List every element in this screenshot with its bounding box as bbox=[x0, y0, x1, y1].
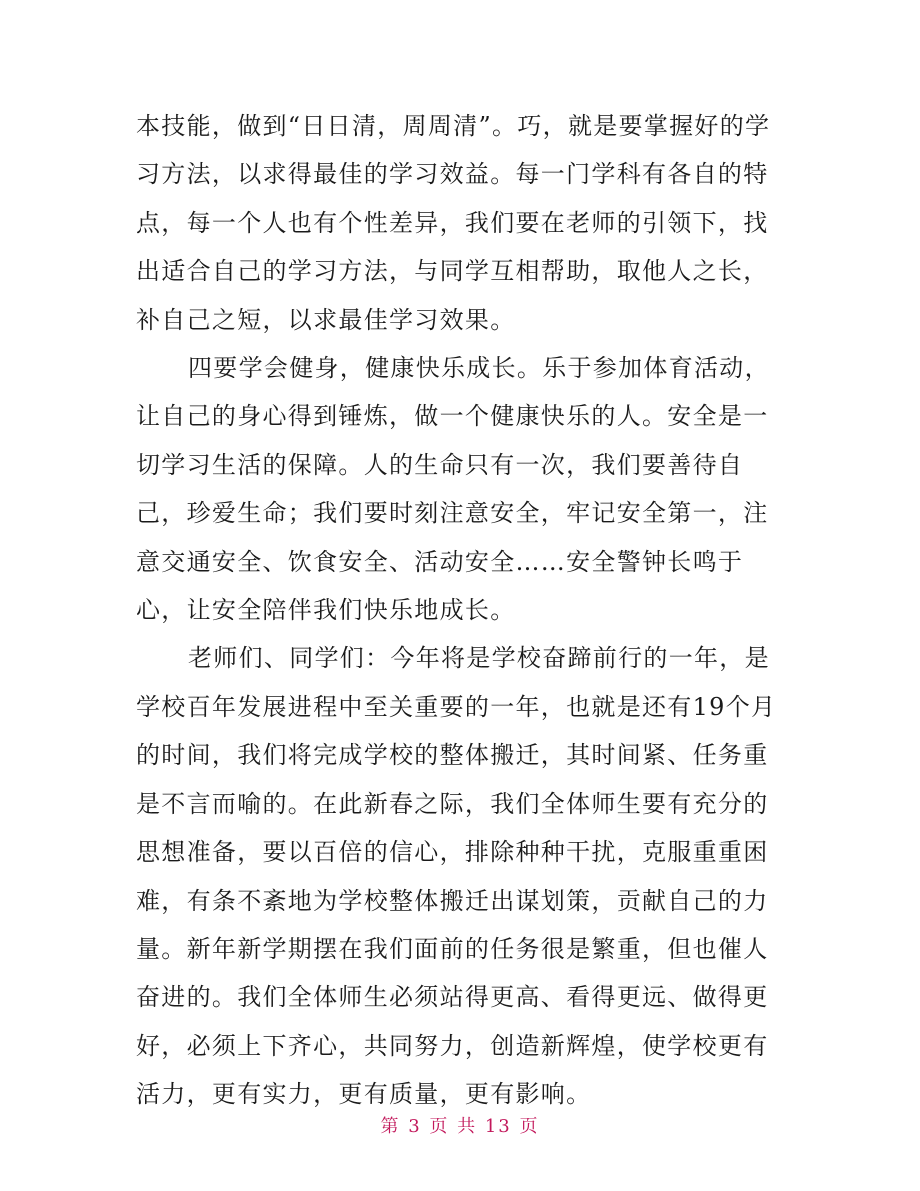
document-body bbox=[136, 102, 786, 1119]
paragraph-fitness-safety: 四要学会健身，健康快乐成长。乐于参加体育活动，让自己的身心得到锤炼，做一个健康快乐的人。安全是一切学习生活的保障。人的生命只有一次，我们要善待自己，珍爱生命；我们要时刻注意安全，牢记安全第一，注意交通安全、饮食安全、活动安全……安全警钟长鸣于心，让安全陪伴我们快乐地成长。 bbox=[136, 354, 770, 625]
paragraph-continued: 本技能，做到“日日清，周周清”。巧，就是要掌握好的学习方法，以求得最佳的学习效益。每一门学科有各自的特点，每一个人也有个性差异，我们要在老师的引领下，找出适合自己的学习方法，与同学互相帮助，取他人之长，补自己之短，以求最佳学习效果。 bbox=[136, 112, 771, 334]
page-number-footer: 第 3 页 共 13 页 bbox=[380, 1116, 540, 1137]
paragraph-school-relocation: 老师们、同学们：今年将是学校奋蹄前行的一年，是学校百年发展进程中至关重要的一年，也就是还有19个月的时间，我们将完成学校的整体搬迁，其时间紧、任务重是不言而喻的。在此新春之际，我们全体师生要有充分的思想准备，要以百倍的信心，排除种种干扰，克服重重困难，有条不紊地为学校整体搬迁出谋划策，贡献自己的力量。新年新学期摆在我们面前的任务很是繁重，但也催人奋进的。我们全体师生必须站得更高、看得更远、做得更好，必须上下齐心，共同努力，创造新辉煌，使学校更有活力，更有实力，更有质量，更有影响。 bbox=[136, 644, 777, 1109]
